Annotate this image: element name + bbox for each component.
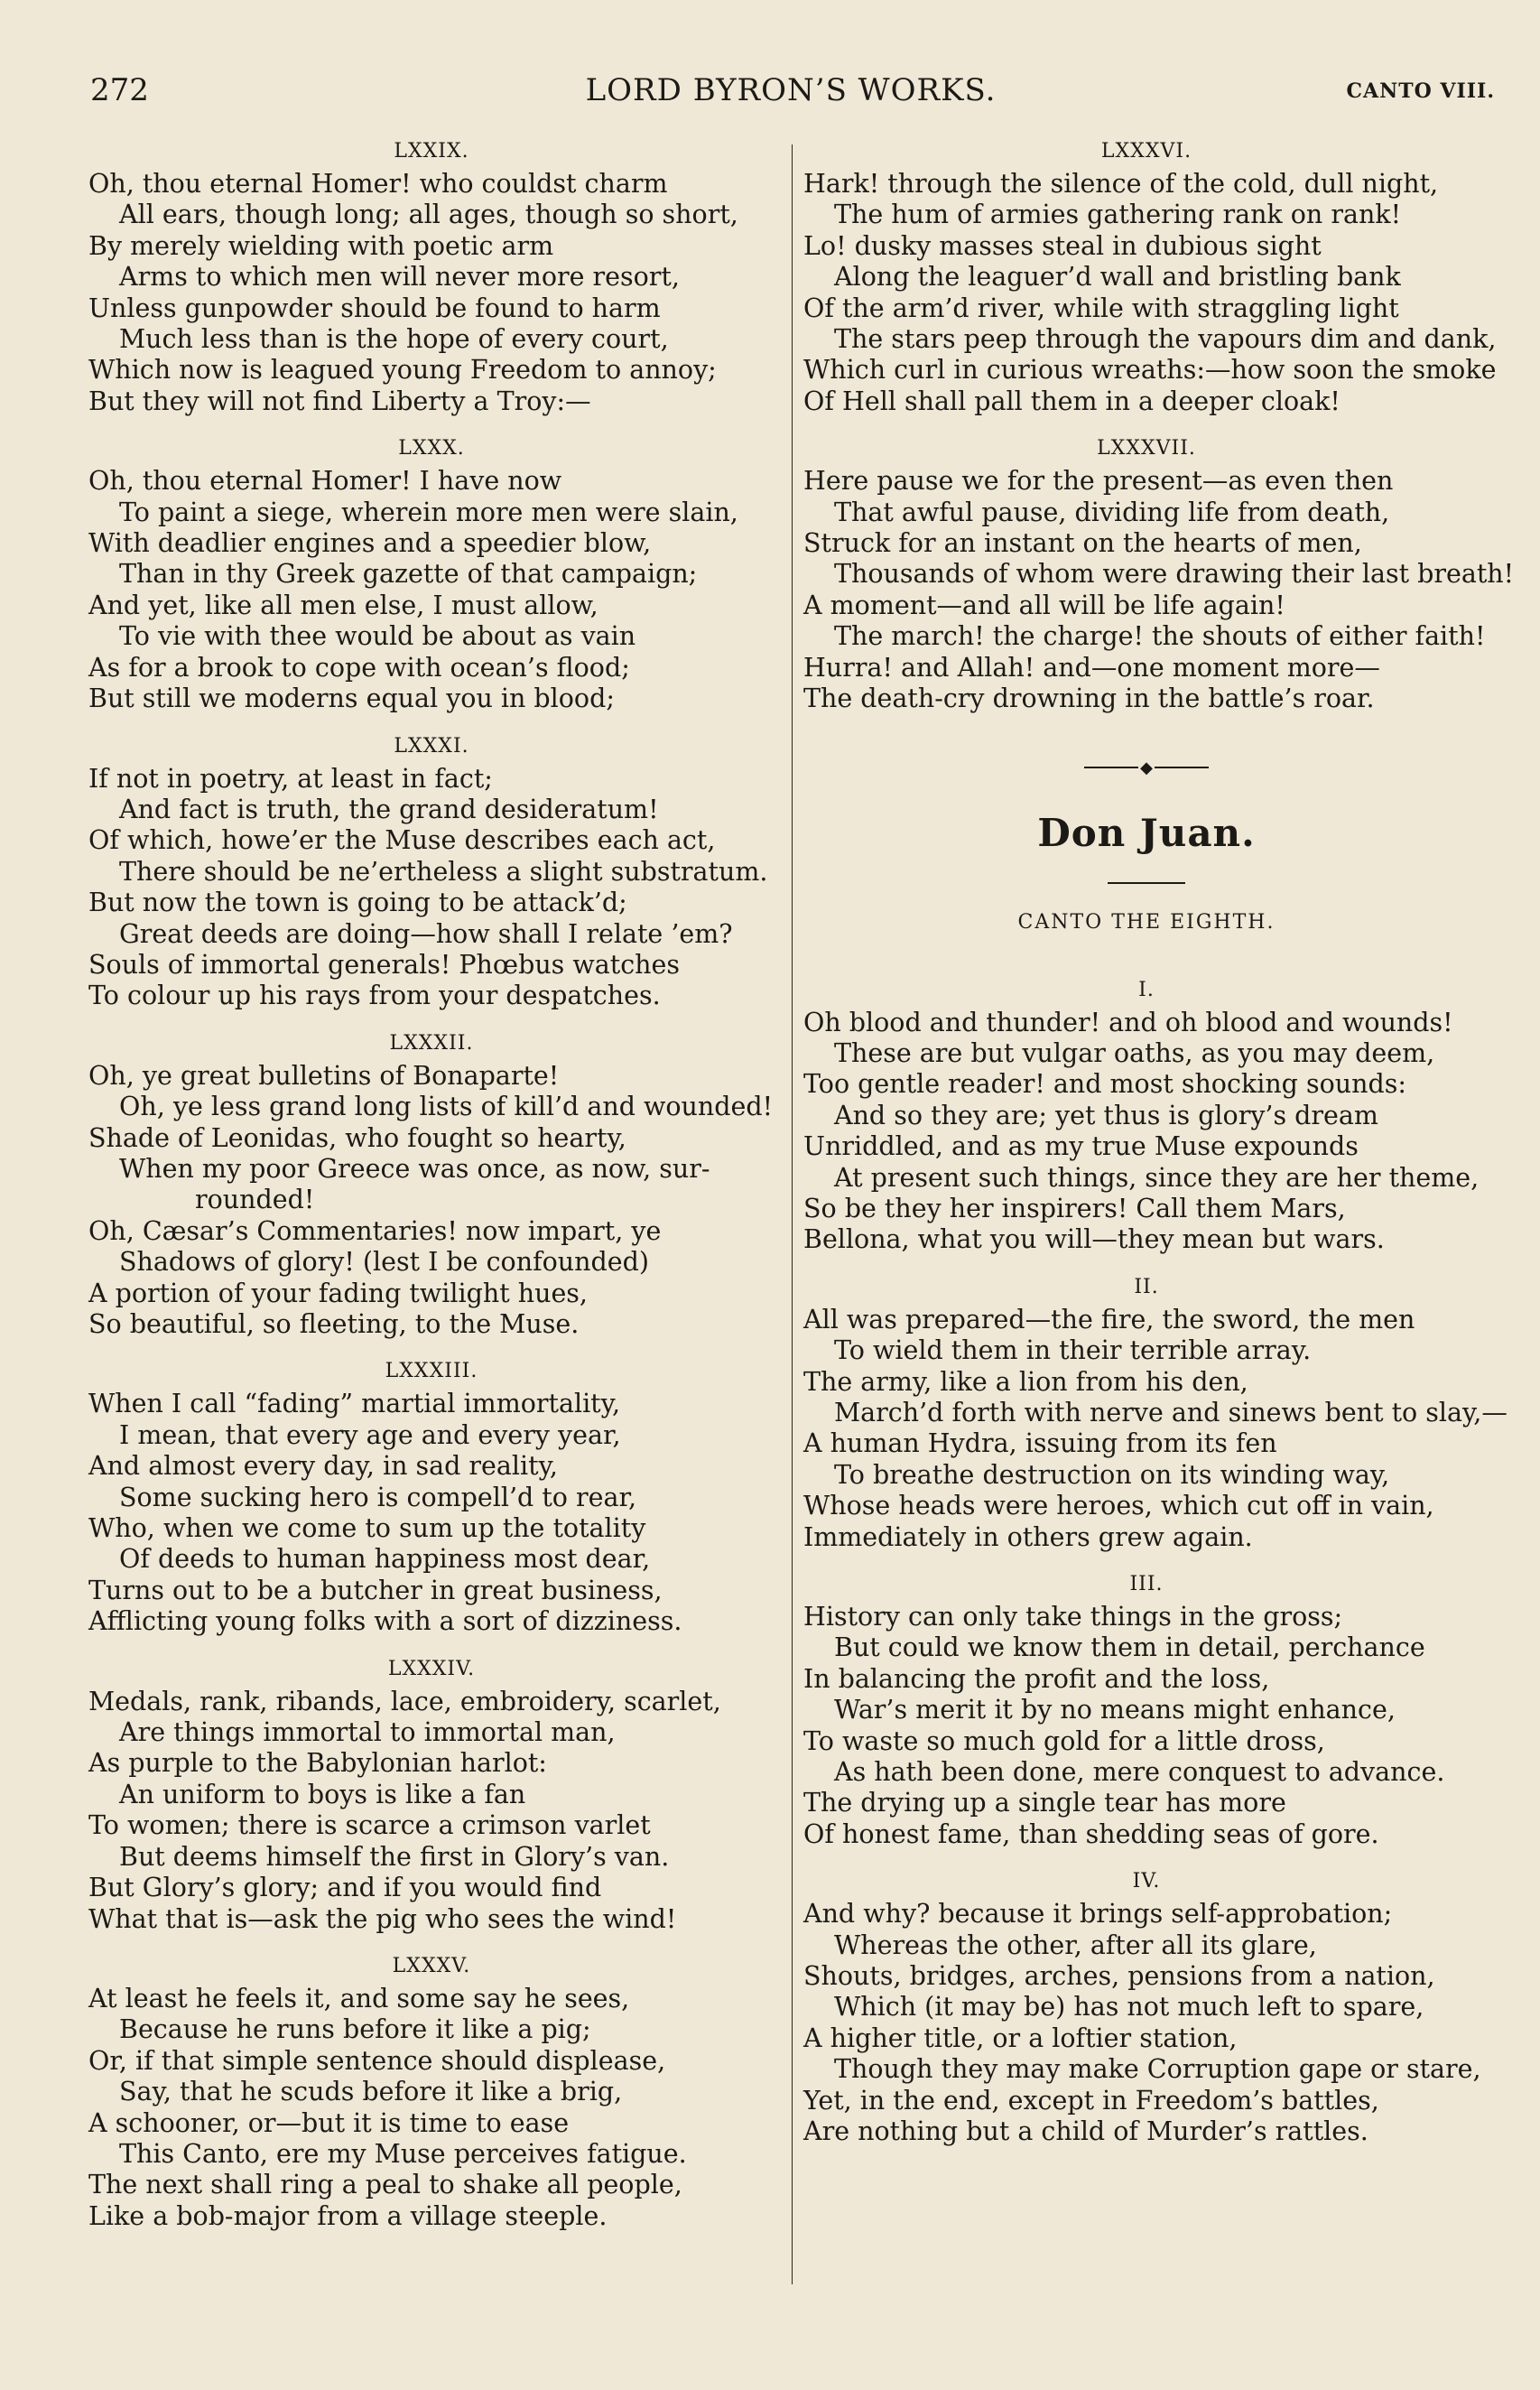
- verse-line: By merely wielding with poetic arm: [88, 230, 554, 261]
- title-rule: [1108, 882, 1185, 884]
- verse-line: Say, that he scuds before it like a brig,: [119, 2077, 623, 2107]
- verse-line: What that is—ask the pig who sees the wind!: [88, 1903, 677, 1934]
- right-column-bottom: [803, 978, 1508, 2148]
- verse-line: This Canto, ere my Muse perceives fatigue.: [119, 2138, 687, 2169]
- verse-line: The hum of armies gathering rank on rank!: [834, 200, 1402, 230]
- verse-line: Though they may make Corruption gape or stare,: [834, 2054, 1481, 2085]
- verse-line: I mean, that every age and every year,: [119, 1419, 621, 1450]
- right-column-top: [803, 140, 1515, 715]
- verse-line: Are nothing but a child of Murder’s rattles.: [803, 2116, 1368, 2147]
- verse-line: But deems himself the first in Glory’s van.: [119, 1841, 670, 1872]
- verse-line: Immediately in others grew again.: [803, 1521, 1253, 1552]
- verse-line: These are but vulgar oaths, as you may deem,: [834, 1037, 1435, 1068]
- verse-line: Arms to which men will never more resort,: [119, 262, 680, 293]
- verse-line: Oh, Cæsar’s Commentaries! now impart, ye: [88, 1215, 662, 1246]
- verse-line: Here pause we for the present—as even then: [803, 466, 1394, 497]
- stanza-number: LXXXIII.: [385, 1360, 478, 1383]
- verse-line: War’s merit it by no means might enhance,: [834, 1695, 1396, 1725]
- stanza-number: LXXXV.: [392, 1954, 471, 1977]
- verse-line: And yet, like all men else, I must allow,: [88, 590, 598, 620]
- verse-line: A human Hydra, issuing from its fen: [803, 1428, 1277, 1459]
- canto-label: CANTO VIII.: [1346, 79, 1495, 103]
- verse-line: The drying up a single tear has more: [803, 1788, 1286, 1818]
- verse-line: Great deeds are doing—how shall I relate ’em?: [119, 918, 733, 949]
- verse-line: Which (it may be) has not much left to spare,: [834, 1992, 1424, 2023]
- verse-line: A portion of your fading twilight hues,: [88, 1278, 588, 1308]
- verse-line: At least he feels it, and some say he sees,: [88, 1983, 630, 2013]
- stanza-number: LXXXI.: [394, 734, 469, 758]
- verse-line: Hurra! and Allah! and—one moment more—: [803, 652, 1380, 683]
- verse-line: Of honest fame, than shedding seas of gore.: [803, 1818, 1379, 1849]
- verse-line: Of deeds to human happiness most dear,: [119, 1544, 651, 1575]
- verse-line: But Glory’s glory; and if you would find: [88, 1873, 602, 1903]
- verse-line: Shade of Leonidas, who fought so hearty,: [88, 1122, 626, 1153]
- verse-line: The army, like a lion from his den,: [803, 1366, 1248, 1397]
- verse-line: Yet, in the end, except in Freedom’s battles,: [803, 2085, 1379, 2116]
- section-ornament: ◆: [803, 758, 1489, 780]
- verse-line: Like a bob-major from a village steeple.: [88, 2200, 608, 2231]
- verse-line: Oh blood and thunder! and oh blood and wounds!: [803, 1007, 1453, 1037]
- verse-line: So be they her inspirers! Call them Mars,: [803, 1193, 1346, 1223]
- verse-line: Are things immortal to immortal man,: [119, 1717, 616, 1748]
- stanza-number: II.: [1134, 1275, 1159, 1298]
- verse-line: Unless gunpowder should be found to harm: [88, 293, 661, 323]
- verse-line: Afflicting young folks with a sort of dizziness.: [88, 1606, 682, 1637]
- left-column: [88, 140, 775, 2232]
- verse-line: Bellona, what you will—they mean but wars.: [803, 1224, 1385, 1255]
- verse-line: Struck for an instant on the hearts of men,: [803, 528, 1362, 559]
- verse-line: The death-cry drowning in the battle’s roar.: [803, 684, 1375, 714]
- verse-line: Turns out to be a butcher in great business,: [88, 1575, 663, 1605]
- verse-line: But now the town is going to be attack’d;: [88, 888, 627, 918]
- stanza-number: LXXXVII.: [1097, 437, 1196, 460]
- verse-line: All was prepared—the fire, the sword, the men: [803, 1304, 1415, 1334]
- stanza-number: III.: [1129, 1573, 1164, 1595]
- verse-line: Thousands of whom were drawing their last breath!: [834, 559, 1515, 590]
- verse-line: rounded!: [195, 1185, 315, 1215]
- verse-line: Of the arm’d river, while with straggling light: [803, 293, 1399, 323]
- stanza-number: LXXXII.: [389, 1031, 474, 1055]
- verse-line: Oh, ye great bulletins of Bonaparte!: [88, 1060, 560, 1091]
- column-divider: [792, 144, 793, 2284]
- verse-line: History can only take things in the gross;: [803, 1602, 1343, 1632]
- verse-line: If not in poetry, at least in fact;: [88, 763, 493, 794]
- verse-line: To women; there is scarce a crimson varlet: [88, 1810, 651, 1841]
- verse-line: The stars peep through the vapours dim and dank,: [834, 324, 1497, 355]
- verse-line: And why? because it brings self-approbation;: [803, 1899, 1393, 1930]
- verse-line: Because he runs before it like a pig;: [119, 2014, 591, 2045]
- verse-line: Oh, thou eternal Homer! who couldst charm: [88, 169, 668, 199]
- verse-line: As for a brook to cope with ocean’s flood;: [88, 652, 630, 683]
- verse-line: Oh, ye less grand long lists of kill’d and wounded!: [119, 1092, 774, 1122]
- stanza-number: LXXX.: [398, 437, 465, 460]
- verse-line: To paint a siege, wherein more men were slain,: [119, 497, 738, 527]
- verse-line: But still we moderns equal you in blood;: [88, 684, 615, 714]
- verse-line: Of which, howe’er the Muse describes each act,: [88, 825, 716, 856]
- stanza-number: IV.: [1132, 1870, 1161, 1893]
- verse-line: As purple to the Babylonian harlot:: [88, 1748, 547, 1779]
- verse-line: To wield them in their terrible array.: [834, 1335, 1312, 1366]
- verse-line: A moment—and all will be life again!: [803, 590, 1285, 620]
- verse-line: And almost every day, in sad reality,: [88, 1451, 558, 1482]
- verse-line: Too gentle reader! and most shocking sounds:: [803, 1069, 1406, 1100]
- verse-line: In balancing the profit and the loss,: [803, 1663, 1270, 1694]
- verse-line: A schooner, or—but it is time to ease: [88, 2107, 570, 2138]
- verse-line: Whose heads were heroes, which cut off in vain,: [803, 1491, 1434, 1521]
- verse-line: Souls of immortal generals! Phœbus watches: [88, 949, 681, 980]
- verse-line: That awful pause, dividing life from death,: [834, 497, 1390, 527]
- page-number: 272: [90, 72, 149, 108]
- verse-line: Medals, rank, ribands, lace, embroidery, scarlet,: [88, 1686, 721, 1716]
- verse-line: A higher title, or a loftier station,: [803, 2023, 1238, 2053]
- verse-line: Along the leaguer’d wall and bristling bank: [834, 262, 1401, 293]
- canto-heading: CANTO THE EIGHTH.: [1017, 910, 1276, 934]
- verse-line: Lo! dusky masses steal in dubious sight: [803, 230, 1322, 261]
- poem-title: Don Juan.: [1037, 810, 1256, 855]
- verse-line: Much less than is the hope of every court,: [119, 324, 669, 355]
- verse-line: There should be ne’ertheless a slight substratum.: [119, 856, 768, 887]
- verse-line: So beautiful, so fleeting, to the Muse.: [88, 1309, 580, 1339]
- verse-line: Some sucking hero is compell’d to rear,: [119, 1482, 637, 1512]
- verse-line: An uniform to boys is like a fan: [119, 1779, 526, 1809]
- verse-line: Or, if that simple sentence should displease,: [88, 2045, 666, 2076]
- verse-line: Who, when we come to sum up the totality: [88, 1513, 646, 1544]
- verse-line: Whereas the other, after all its glare,: [834, 1930, 1317, 1960]
- verse-line: Of Hell shall pall them in a deeper cloak!: [803, 386, 1341, 416]
- verse-line: And so they are; yet thus is glory’s dream: [834, 1100, 1378, 1130]
- verse-line: But could we know them in detail, perchance: [834, 1632, 1425, 1663]
- verse-line: Hark! through the silence of the cold, dull night,: [803, 169, 1439, 199]
- verse-line: Shouts, bridges, arches, pensions from a nation,: [803, 1961, 1435, 1992]
- verse-line: Than in thy Greek gazette of that campaign;: [119, 559, 698, 590]
- verse-line: Oh, thou eternal Homer! I have now: [88, 466, 562, 497]
- verse-line: To vie with thee would be about as vain: [119, 621, 636, 652]
- verse-line: And fact is truth, the grand desideratum!: [119, 794, 659, 824]
- verse-line: To colour up his rays from your despatches.: [88, 981, 661, 1011]
- verse-line: With deadlier engines and a speedier blow,: [88, 528, 652, 559]
- verse-line: As hath been done, mere conquest to advance.: [834, 1757, 1445, 1788]
- verse-line: When I call “fading” martial immortality,: [88, 1389, 621, 1419]
- verse-line: At present such things, since they are her theme,: [834, 1162, 1480, 1193]
- stanza-number: LXXIX.: [394, 140, 469, 163]
- verse-line: Which curl in curious wreaths:—how soon the smoke: [803, 355, 1497, 386]
- verse-line: When my poor Greece was once, as now, sur-: [119, 1153, 710, 1184]
- stanza-number: LXXXVI.: [1100, 140, 1192, 163]
- verse-line: Which now is leagued young Freedom to annoy;: [88, 355, 717, 386]
- verse-line: March’d forth with nerve and sinews bent to slay,—: [834, 1397, 1508, 1427]
- stanza-number: LXXXIV.: [387, 1657, 476, 1680]
- verse-line: Unriddled, and as my true Muse expounds: [803, 1131, 1359, 1162]
- page-header: [87, 72, 1495, 117]
- running-title: LORD BYRON’S WORKS.: [585, 72, 997, 108]
- verse-line: All ears, though long; all ages, though so short,: [119, 200, 738, 230]
- verse-line: The march! the charge! the shouts of either faith!: [834, 621, 1486, 652]
- verse-line: The next shall ring a peal to shake all people,: [88, 2170, 682, 2200]
- verse-line: Shadows of glory! (lest I be confounded): [119, 1247, 649, 1278]
- verse-line: To waste so much gold for a little dross,: [803, 1725, 1325, 1756]
- verse-line: But they will not find Liberty a Troy:—: [88, 386, 591, 416]
- stanza-number: I.: [1138, 978, 1155, 1001]
- verse-line: To breathe destruction on its winding way,: [834, 1459, 1390, 1490]
- right-column: [803, 140, 1515, 2148]
